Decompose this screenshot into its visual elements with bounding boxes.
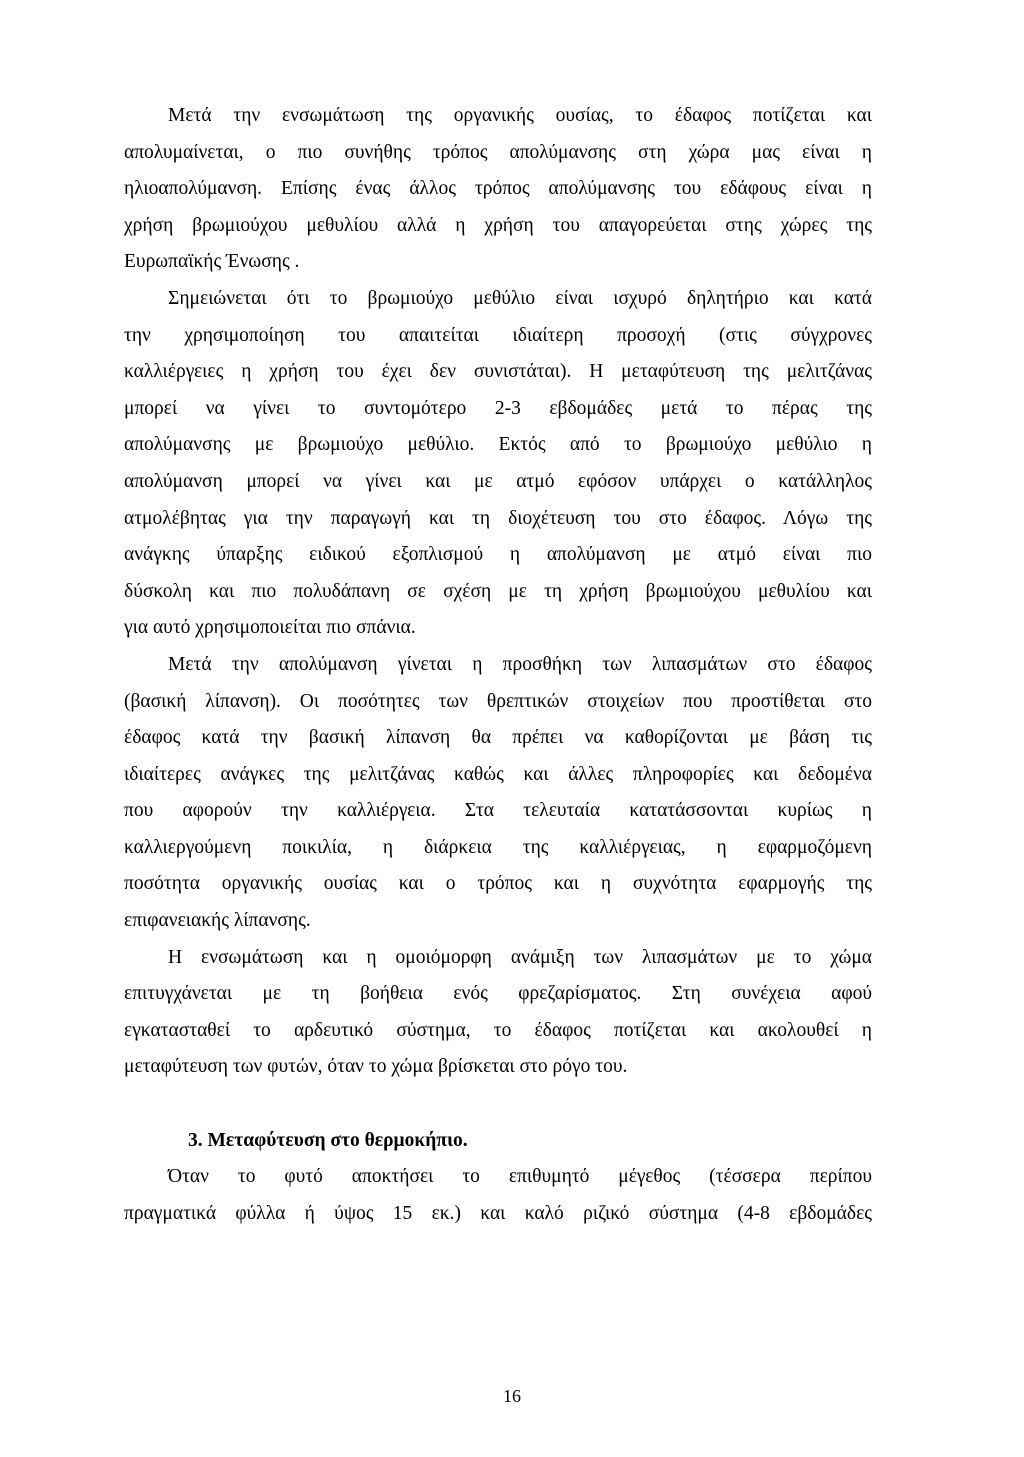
text-line: χρήση βρωμιούχου μεθυλίου αλλά η χρήση του απαγορεύεται στης χώρες της [124, 214, 872, 236]
text-line: ανάγκης ύπαρξης ειδικού εξοπλισμού η απολύμανση με ατμό είναι πιο [124, 544, 872, 566]
text-line: ατμολέβητας για την παραγωγή και τη διοχέτευση του στο έδαφος. Λόγω της [124, 507, 872, 529]
text-line: Όταν το φυτό αποκτήσει το επιθυμητό μέγεθος (τέσσερα περίπου [168, 1166, 872, 1188]
text-line: επιτυγχάνεται με τη βοήθεια ενός φρεζαρίσματος. Στη συνέχεια αφού [124, 983, 872, 1005]
paragraph [124, 647, 872, 940]
text-line: έδαφος κατά την βασική λίπανση θα πρέπει να καθορίζονται με βάση τις [124, 727, 872, 749]
blank-line [124, 1086, 872, 1123]
text-line: Η ενσωμάτωση και η ομοιόμορφη ανάμιξη των λιπασμάτων με το χώμα [168, 946, 872, 968]
text-line: Ευρωπαϊκής Ένωσης . [124, 251, 300, 273]
text-line: μεταφύτευση των φυτών, όταν το χώμα βρίσκεται στο ρόγο του. [124, 1056, 628, 1078]
text-line: απολυμαίνεται, ο πιο συνήθης τρόπος απολύμανσης στη χώρα μας είναι η [124, 141, 872, 163]
text-line: Μετά την απολύμανση γίνεται η προσθήκη των λιπασμάτων στο έδαφος [168, 653, 872, 675]
paragraph [124, 98, 872, 281]
paragraph [124, 1159, 872, 1232]
text-line: (βασική λίπανση). Οι ποσότητες των θρεπτικών στοιχείων που προστίθεται στο [124, 690, 872, 712]
text-line: καλλιέργειες η χρήση του έχει δεν συνιστάται). Η μεταφύτευση της μελιτζάνας [124, 361, 872, 383]
paragraph [124, 940, 872, 1086]
section-heading: 3. Μεταφύτευση στο θερμοκήπιο. [188, 1129, 468, 1151]
text-line: Σημειώνεται ότι το βρωμιούχο μεθύλιο είναι ισχυρό δηλητήριο και κατά [168, 287, 872, 309]
text-line: μπορεί να γίνει το συντομότερο 2-3 εβδομάδες μετά το πέρας της [124, 397, 872, 419]
text-line: καλλιεργούμενη ποικιλία, η διάρκεια της καλλιέργειας, η εφαρμοζόμενη [124, 836, 872, 858]
page-number: 16 [503, 1386, 521, 1406]
text-line: δύσκολη και πιο πολυδάπανη σε σχέση με τη χρήση βρωμιούχου μεθυλίου και [124, 580, 872, 602]
text-line: εγκατασταθεί το αρδευτικό σύστημα, το έδαφος ποτίζεται και ακολουθεί η [124, 1019, 872, 1041]
text-line: απολύμανσης με βρωμιούχο μεθύλιο. Εκτός από το βρωμιούχο μεθύλιο η [124, 434, 872, 456]
text-line: που αφορούν την καλλιέργεια. Στα τελευταία κατατάσσονται κυρίως η [124, 800, 872, 822]
text-line: ιδιαίτερες ανάγκες της μελιτζάνας καθώς και άλλες πληροφορίες και δεδομένα [124, 763, 872, 785]
text-line: επιφανειακής λίπανσης. [124, 910, 311, 932]
text-line: ποσότητα οργανικής ουσίας και ο τρόπος και η συχνότητα εφαρμογής της [124, 873, 872, 895]
text-line: την χρησιμοποίηση του απαιτείται ιδιαίτερη προσοχή (στις σύγχρονες [124, 324, 872, 346]
text-line: Μετά την ενσωμάτωση της οργανικής ουσίας, το έδαφος ποτίζεται και [168, 105, 872, 126]
text-line: πραγματικά φύλλα ή ύψος 15 εκ.) και καλό ριζικό σύστημα (4-8 εβδομάδες [124, 1202, 872, 1224]
text-line: απολύμανση μπορεί να γίνει και με ατμό εφόσον υπάρχει ο κατάλληλος [124, 470, 872, 492]
text-line: για αυτό χρησιμοποιείται πιο σπάνια. [124, 617, 416, 639]
paragraph [124, 281, 872, 647]
document-page [124, 98, 872, 1232]
text-line: ηλιοαπολύμανση. Επίσης ένας άλλος τρόπος απολύμανσης του εδάφους είναι η [124, 178, 872, 200]
